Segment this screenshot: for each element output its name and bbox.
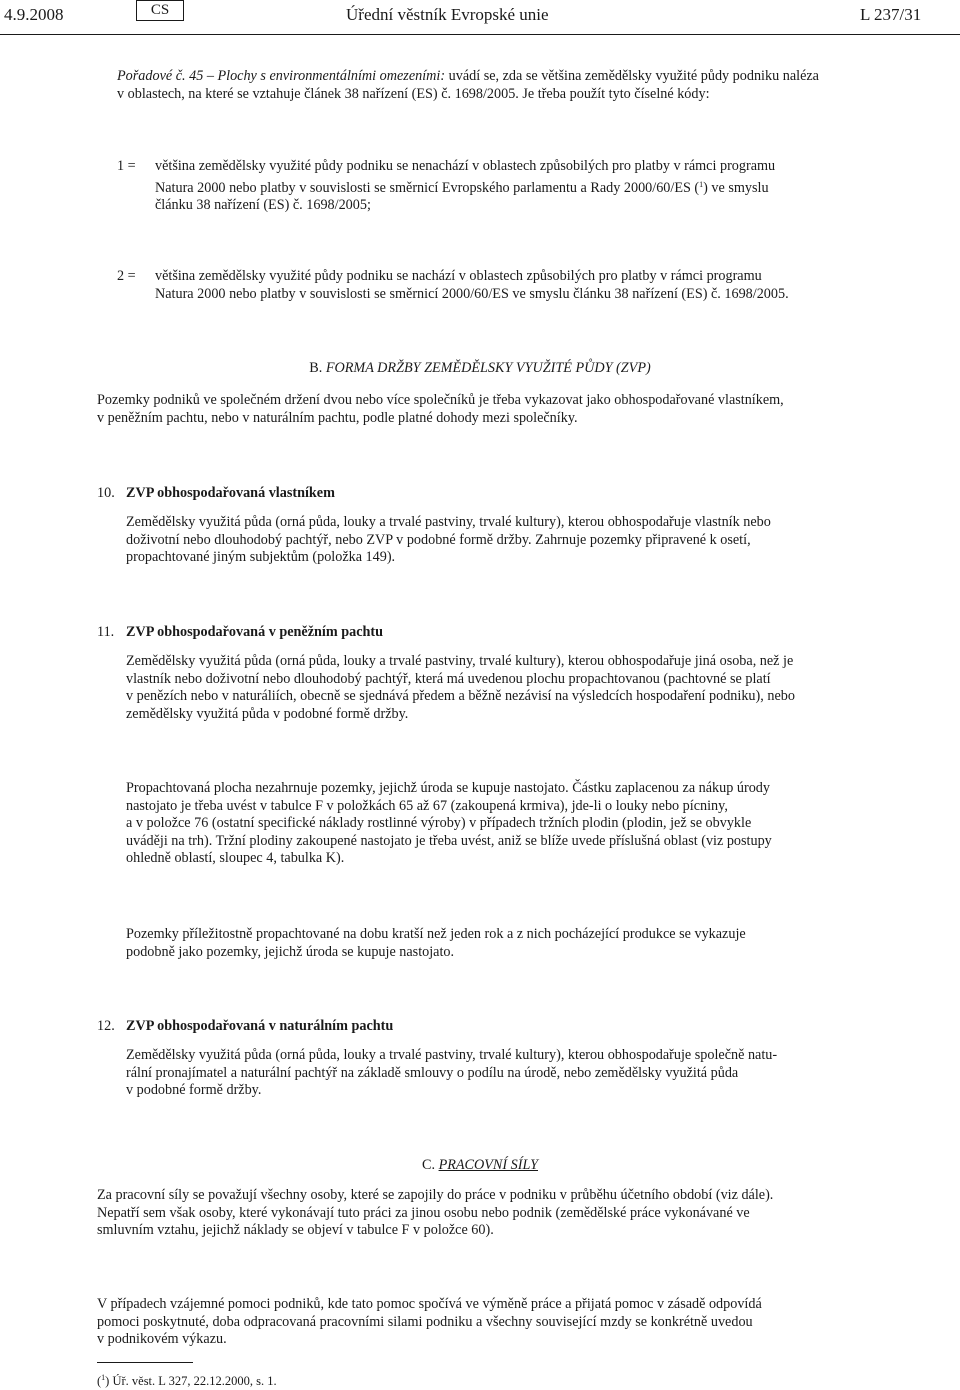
code-1-line3: článku 38 nařízení (ES) č. 1698/2005; xyxy=(155,197,371,214)
item-45-line1: uvádí se, zda se většina zemědělsky využité půdy podniku naléza xyxy=(445,68,819,84)
item-11-p2-line1: Propachtovaná plocha nezahrnuje pozemky, jejichž úroda se kupuje nastojato. Částku zaplacenou za nákup úrody xyxy=(126,780,770,796)
header-date: 4.9.2008 xyxy=(4,5,64,24)
section-b-intro-line2: v peněžním pachtu, nebo v naturálním pachtu, podle platné dohody mezi společníky. xyxy=(97,409,578,426)
item-10-number: 10. xyxy=(97,485,115,501)
section-c-letter: C. xyxy=(422,1157,436,1173)
section-c-paragraph-1 xyxy=(97,1187,863,1240)
section-b-heading xyxy=(0,360,960,378)
item-12-text xyxy=(126,1047,863,1100)
section-c-p2-line1: V případech vzájemné pomoci podniků, kde tato pomoc spočívá ve výměně práce a přijatá pomoc v zásadě odpovídá xyxy=(97,1296,762,1312)
item-10-line2: doživotní nebo dlouhodobý pachtýř, nebo ZVP v podobné formě držby. Zahrnuje pozemky připravené k osetí, xyxy=(126,531,751,548)
item-45-line2: v oblastech, na které se vztahuje článek 38 nařízení (ES) č. 1698/2005. Je třeba použít tyto číselné kódy: xyxy=(117,85,710,102)
item-11-p2-line2: nastojato je třeba uvést v tabulce F v položkách 65 až 67 (zakoupená krmiva), jde-li o louky nebo pícniny, xyxy=(126,797,728,814)
code-2-marker: 2 = xyxy=(117,268,136,284)
section-b-intro xyxy=(97,392,863,427)
section-c-p1-line2: Nepatří sem však osoby, které vykonávají tuto práci za jinou osobu nebo podnik (zemědělské práce vykonávané ve xyxy=(97,1204,750,1221)
item-11-title: ZVP obhospodařovaná v peněžním pachtu xyxy=(126,624,384,640)
code-2-line1: většina zemědělsky využité půdy podniku se nachází v oblastech způsobilých pro platby v rámci programu xyxy=(155,268,762,284)
item-11-paragraph-2 xyxy=(126,780,863,868)
item-11-p1-line4: zemědělsky využitá půda v podobné formě držby. xyxy=(126,705,409,722)
item-11-p3-line1: Pozemky příležitostně propachtované na dobu kratší než jeden rok a z nich pocházející produkce se vykazuje xyxy=(126,926,746,942)
code-1-text xyxy=(155,158,863,215)
item-12-title: ZVP obhospodařovaná v naturálním pachtu xyxy=(126,1018,394,1034)
footnote-number: 1 xyxy=(101,1373,106,1382)
footnote-ref[interactable]: 1 xyxy=(699,179,704,189)
section-c-p2-line3: v podnikovém výkazu. xyxy=(97,1331,227,1348)
code-2-line2: Natura 2000 nebo platby v souvislosti se směrnicí 2000/60/ES ve smyslu článku 38 nařízení (ES) č. 1698/2005. xyxy=(155,285,789,302)
section-c-title: PRACOVNÍ SÍLY xyxy=(438,1157,538,1173)
item-10-text xyxy=(126,514,863,567)
section-c-p2-line2: pomoci poskytnuté, doba odpracovaná pracovními silami podniku a všechny související mzdy se konkrétně uvedou xyxy=(97,1313,753,1330)
code-1-marker: 1 = xyxy=(117,158,136,174)
code-1-line2a: Natura 2000 nebo platby v souvislosti se směrnicí Evropského parlamentu a Rady 2000/60/ES ( xyxy=(155,179,700,196)
section-b-letter: B. xyxy=(309,360,323,376)
code-2-text xyxy=(155,268,863,303)
section-b-intro-line1: Pozemky podniků ve společném držení dvou nebo více společníků je třeba vykazovat jako obhospodařované vlastníkem, xyxy=(97,392,784,408)
section-c-p1-line1: Za pracovní síly se považují všechny osoby, které se zapojily do práce v podniku v průběhu účetního období (viz dále). xyxy=(97,1187,774,1203)
section-c-heading xyxy=(0,1157,960,1175)
item-12-line2: rální pronajímatel a naturální pachtýř na základě smlouvy o podílu na úrodě, nebo zemědělsky využitá půda xyxy=(126,1064,739,1081)
item-45-paragraph xyxy=(117,68,862,103)
page-number: L 237/31 xyxy=(860,5,922,24)
header-rule xyxy=(0,34,960,35)
footnote: ($^1$) Úř. věst. L 327, 22.12.2000, s. 1. xyxy=(97,1373,277,1388)
code-1-line1: většina zemědělsky využité půdy podniku se nenachází v oblastech způsobilých pro platby v rámci programu xyxy=(155,158,776,174)
item-10-line1: Zemědělsky využitá půda (orná půda, louky a trvalé pastviny, trvalé kultury), kterou obhospodařuje vlastník nebo xyxy=(126,514,771,530)
journal-title: Úřední věstník Evropské unie xyxy=(346,5,549,24)
item-11-p2-line5: ohledně oblastí, sloupec 4, tabulka K). xyxy=(126,850,345,867)
item-10-line3: propachtované jiným subjektům (položka 149). xyxy=(126,549,396,566)
item-11-p2-line4: uváději na trh). Tržní plodiny zakoupené nastojato je třeba uvést, aniž se blíže uvede příslušná oblast (viz postupy xyxy=(126,832,772,849)
section-c-p1-line3: smluvním vztahu, jejichž náklady se objeví v tabulce F v položce 60). xyxy=(97,1222,494,1239)
item-12-line3: v podobné formě držby. xyxy=(126,1082,262,1099)
item-10-title: ZVP obhospodařovaná vlastníkem xyxy=(126,485,335,501)
item-11-paragraph-1 xyxy=(126,653,863,723)
language-badge: CS xyxy=(136,0,184,21)
item-11-p1-line3: v penězích nebo v naturáliích, obecně se sjednává předem a běžně nezávisí na výsledcích hospodaření podniku), nebo xyxy=(126,688,795,705)
section-b-title: FORMA DRŽBY ZEMĚDĚLSKY VYUŽITÉ PŮDY (ZVP) xyxy=(325,360,651,376)
item-12-number: 12. xyxy=(97,1018,115,1034)
item-45-lead: Pořadové č. 45 – Plochy s environmentálními omezeními: xyxy=(117,68,446,84)
footnote-rule xyxy=(97,1362,193,1363)
section-c-paragraph-2 xyxy=(97,1296,863,1349)
footnote-text: ) Úř. věst. L 327, 22.12.2000, s. 1. xyxy=(105,1374,277,1388)
item-11-paragraph-3 xyxy=(126,926,863,961)
code-1-line2b: ) ve smyslu xyxy=(703,179,769,196)
item-11-p1-line1: Zemědělsky využitá půda (orná půda, louky a trvalé pastviny, trvalé kultury), kterou obhospodařuje jiná osoba, než je xyxy=(126,653,794,669)
item-11-number: 11. xyxy=(97,624,115,640)
item-11-p1-line2: vlastník nebo doživotní nebo dlouhodobý pachtýř, která má uvedenou plochu propachtovanou (pachtovné se platí xyxy=(126,670,771,687)
item-11-p2-line3: a v položce 76 (ostatní specifické náklady rostlinné výroby) v případech tržních plodin (plodin, jež se obvykle xyxy=(126,815,752,832)
item-11-p3-line2: podobně jako pozemky, jejichž úroda se kupuje nastojato. xyxy=(126,943,455,960)
item-12-line1: Zemědělsky využitá půda (orná půda, louky a trvalé pastviny, trvalé kultury), kterou obhospodařuje společně natu- xyxy=(126,1047,778,1063)
